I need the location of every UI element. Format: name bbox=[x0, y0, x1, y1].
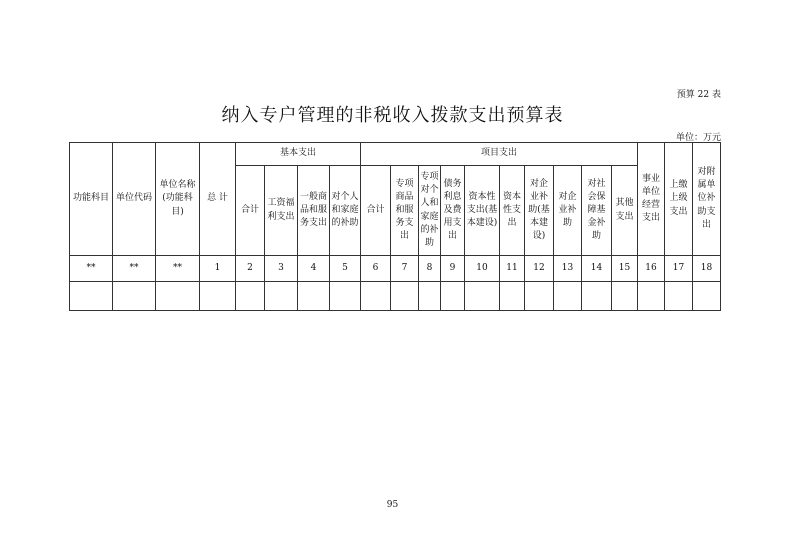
header-project-capital: 资本性支出 bbox=[500, 166, 525, 256]
index-cell: 10 bbox=[465, 256, 500, 282]
index-cell: 13 bbox=[554, 256, 582, 282]
header-project-social-security: 对社会保障基金补助 bbox=[582, 166, 612, 256]
header-total: 总 计 bbox=[200, 143, 236, 256]
header-project-enterprise-construction: 对企业补助(基本建设) bbox=[525, 166, 554, 256]
empty-cell bbox=[391, 282, 419, 311]
empty-cell bbox=[465, 282, 500, 311]
index-cell: ** bbox=[156, 256, 200, 282]
header-basic-individual-subsidy: 对个人和家庭的补助 bbox=[330, 166, 361, 256]
header-project-individual-subsidy: 专项对个人和家庭的补助 bbox=[419, 166, 441, 256]
index-cell: 14 bbox=[582, 256, 612, 282]
index-cell: 18 bbox=[693, 256, 721, 282]
header-subsidiary-subsidy: 对附属单位补助支出 bbox=[693, 143, 721, 256]
empty-cell bbox=[419, 282, 441, 311]
index-cell: 7 bbox=[391, 256, 419, 282]
page-number: 95 bbox=[386, 500, 399, 510]
empty-cell bbox=[236, 282, 265, 311]
index-cell: 11 bbox=[500, 256, 525, 282]
empty-cell bbox=[441, 282, 465, 311]
index-cell: 5 bbox=[330, 256, 361, 282]
header-project-capital-construction: 资本性支出(基本建设) bbox=[465, 166, 500, 256]
index-row bbox=[70, 256, 721, 282]
header-function-subject: 功能科目 bbox=[70, 143, 113, 256]
empty-cell bbox=[330, 282, 361, 311]
header-upper-payment: 上缴上级支出 bbox=[665, 143, 693, 256]
index-cell: 12 bbox=[525, 256, 554, 282]
header-project-goods-services: 专项商品和服务支出 bbox=[391, 166, 419, 256]
empty-cell bbox=[361, 282, 391, 311]
index-cell: 1 bbox=[200, 256, 236, 282]
header-basic-goods-services: 一般商品和服务支出 bbox=[298, 166, 330, 256]
budget-table bbox=[69, 142, 721, 311]
header-project-debt-interest: 债务利息及费用支出 bbox=[441, 166, 465, 256]
empty-cell bbox=[612, 282, 638, 311]
header-public-unit-operation: 事业单位经营支出 bbox=[638, 143, 665, 256]
page-title: 纳入专户管理的非税收入拨款支出预算表 bbox=[221, 105, 564, 126]
header-basic-group: 基本支出 bbox=[236, 143, 361, 166]
header-basic-wages: 工资福利支出 bbox=[265, 166, 298, 256]
index-cell: 17 bbox=[665, 256, 693, 282]
empty-cell bbox=[156, 282, 200, 311]
empty-cell bbox=[70, 282, 113, 311]
index-cell: ** bbox=[113, 256, 156, 282]
header-unit-name: 单位名称(功能科目) bbox=[156, 143, 200, 256]
empty-data-row bbox=[70, 282, 721, 311]
index-cell: 15 bbox=[612, 256, 638, 282]
unit-label: 单位：万元 bbox=[675, 133, 721, 143]
empty-cell bbox=[265, 282, 298, 311]
empty-cell bbox=[693, 282, 721, 311]
empty-cell bbox=[525, 282, 554, 311]
empty-cell bbox=[554, 282, 582, 311]
header-unit-code: 单位代码 bbox=[113, 143, 156, 256]
header-project-other: 其他支出 bbox=[612, 166, 638, 256]
index-cell: 2 bbox=[236, 256, 265, 282]
empty-cell bbox=[500, 282, 525, 311]
index-cell: 9 bbox=[441, 256, 465, 282]
empty-cell bbox=[582, 282, 612, 311]
index-cell: 3 bbox=[265, 256, 298, 282]
empty-cell bbox=[200, 282, 236, 311]
empty-cell bbox=[298, 282, 330, 311]
empty-cell bbox=[665, 282, 693, 311]
index-cell: 8 bbox=[419, 256, 441, 282]
header-project-group: 项目支出 bbox=[361, 143, 638, 166]
index-cell: 16 bbox=[638, 256, 665, 282]
empty-cell bbox=[113, 282, 156, 311]
index-cell: 6 bbox=[361, 256, 391, 282]
header-project-subtotal: 合计 bbox=[361, 166, 391, 256]
header-project-enterprise-subsidy: 对企业补助 bbox=[554, 166, 582, 256]
empty-cell bbox=[638, 282, 665, 311]
table-number: 预算 22 表 bbox=[676, 90, 721, 100]
header-basic-subtotal: 合计 bbox=[236, 166, 265, 256]
index-cell: 4 bbox=[298, 256, 330, 282]
index-cell: ** bbox=[70, 256, 113, 282]
